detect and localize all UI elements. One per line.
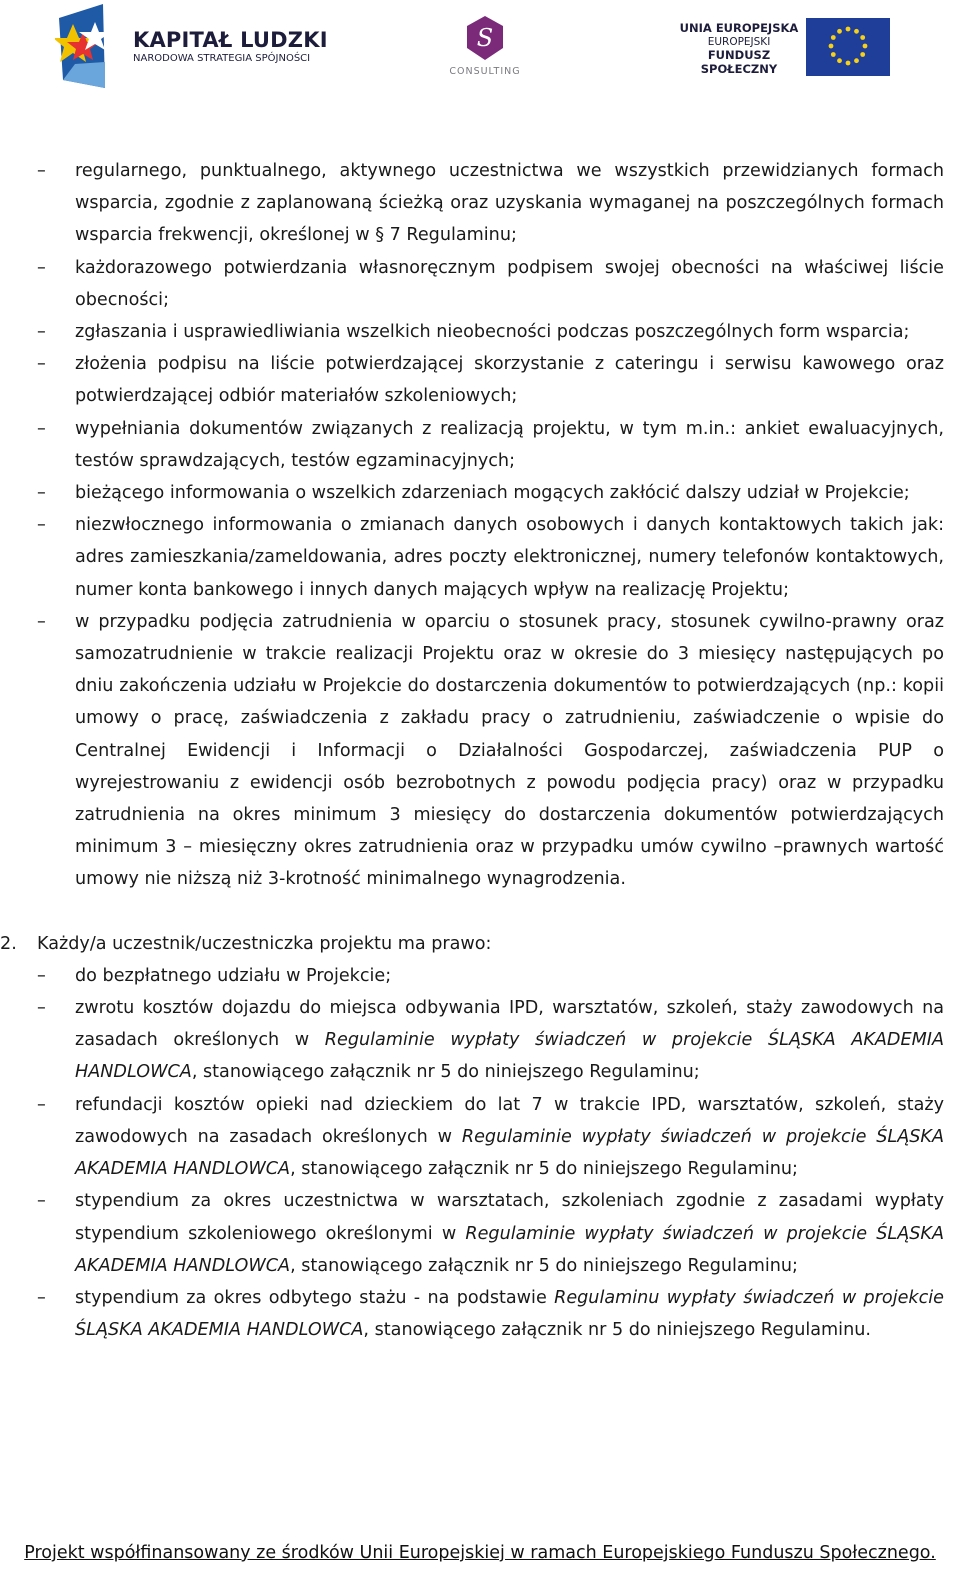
page-header <box>0 0 960 95</box>
right-text-end: , stanowiącego załącznik nr 5 do niniejszego Regulaminu; <box>290 1255 798 1276</box>
regulation-reference: Regulaminie wypłaty świadczeń w projekcie ŚLĄSKA AKADEMIA HANDLOWCA <box>75 1223 944 1276</box>
obligation-text: regularnego, punktualnego, aktywnego uczestnictwa we wszystkich przewidzianych formach wsparcia, zgodnie z zaplanowaną ścieżką oraz uzyskania wymaganej na poszczególnych formach wsparcia frekwencji, określonej w § 7 Regulaminu; <box>75 161 944 246</box>
eu-line-3: FUNDUSZ SPOŁECZNY <box>700 48 778 76</box>
obligation-item <box>0 509 960 606</box>
list-dash: – <box>37 1191 46 1212</box>
obligation-item <box>0 348 960 412</box>
obligation-item <box>0 316 960 348</box>
right-text: stypendium za okres uczestnictwa w warsztatach, szkoleniach zgodnie z zasadami wypłaty stypendium szkoleniowego określonymi w <box>75 1191 944 1244</box>
section-number: 2. <box>0 933 17 954</box>
list-dash: – <box>37 515 46 536</box>
document-body <box>0 155 960 1346</box>
kapital-ludzki-title: KAPITAŁ LUDZKI <box>133 28 328 52</box>
obligation-item <box>0 606 960 896</box>
obligation-text: złożenia podpisu na liście potwierdzającej skorzystanie z cateringu i serwisu kawowego oraz potwierdzającej odbiór materiałów szkoleniowych; <box>75 354 944 407</box>
page-footer: Projekt współfinansowany ze środków Unii Europejskiej w ramach Europejskiego Funduszu Społecznego. <box>24 1543 936 1563</box>
right-item <box>0 1185 960 1282</box>
consulting-emblem-letter: S <box>476 24 494 52</box>
obligation-item <box>0 252 960 316</box>
obligation-text: bieżącego informowania o wszelkich zdarzeniach mogących zakłócić dalszy udział w Projekcie; <box>75 483 910 504</box>
right-text: stypendium za okres odbytego stażu - na podstawie <box>75 1287 555 1308</box>
right-item <box>0 992 960 1089</box>
regulation-reference: Regulaminie wypłaty świadczeń w projekcie ŚLĄSKA AKADEMIA HANDLOWCA <box>75 1126 944 1180</box>
list-dash: – <box>37 483 46 504</box>
list-dash: – <box>37 965 46 986</box>
consulting-label: CONSULTING <box>449 66 521 77</box>
right-text-end: , stanowiącego załącznik nr 5 do niniejszego Regulaminu; <box>290 1159 798 1180</box>
consulting-emblem-icon <box>463 14 507 62</box>
list-dash: – <box>37 161 46 181</box>
regulation-reference: Regulaminie wypłaty świadczeń w projekcie ŚLĄSKA AKADEMIA HANDLOWCA <box>75 1030 944 1083</box>
right-item <box>0 1282 960 1346</box>
kapital-ludzki-emblem-icon <box>55 2 127 90</box>
section-heading-text: Każdy/a uczestnik/uczestniczka projektu ma prawo: <box>37 933 492 954</box>
regulation-reference: Regulaminu wypłaty świadczeń w projekcie ŚLĄSKA AKADEMIA HANDLOWCA <box>75 1287 944 1341</box>
section-2-heading <box>0 928 960 960</box>
right-text: refundacji kosztów opieki nad dzieckiem do lat 7 w trakcie IPD, warsztatów, szkoleń, staży zawodowych na zasadach określonych w <box>75 1094 944 1147</box>
consulting-logo <box>445 14 525 82</box>
eu-line-2: EUROPEJSKI <box>707 35 771 48</box>
eu-line-1: UNIA EUROPEJSKA <box>679 21 799 35</box>
kapital-ludzki-logo <box>55 2 355 90</box>
right-text: do bezpłatnego udziału w Projekcie; <box>75 965 392 986</box>
right-item <box>0 960 960 992</box>
eu-logo <box>678 18 890 78</box>
obligation-text: zgłaszania i usprawiedliwiania wszelkich nieobecności podczas poszczególnych form wsparcia; <box>75 322 910 343</box>
right-text: zwrotu kosztów dojazdu do miejsca odbywania IPD, warsztatów, szkoleń, staży zawodowych na zasadach określonych w <box>75 998 944 1051</box>
obligation-text: każdorazowego potwierdzania własnoręcznym podpisem swojej obecności na właściwej liście obecności; <box>75 257 944 310</box>
obligation-text: wypełniania dokumentów związanych z realizacją projektu, w tym m.in.: ankiet ewaluacyjnych, testów sprawdzających, testów egzaminacyjnych; <box>75 418 944 471</box>
right-text-end: , stanowiącego załącznik nr 5 do niniejszego Regulaminu; <box>191 1062 700 1083</box>
list-dash: – <box>37 611 46 632</box>
list-dash: – <box>37 1287 46 1308</box>
obligation-text: w przypadku podjęcia zatrudnienia w oparciu o stosunek pracy, stosunek cywilno-prawny oraz samozatrudnienie w trakcie realizacji Projektu oraz w okresie do 3 miesięcy następujących po dniu zakończenia udziału w Projekcie do dostarczenia dokumentów to potwierdzających (np.: kopii umowy o pracę, zaświadczenia z zakładu pracy o zatrudnieniu, zaświadczenie o wpisie do Centralnej Ewidencji i Informacji o Działalności Gospodarczej, zaświadczenia PUP o wyrejestrowaniu z ewidencji osób bezrobotnych z powodu podjęcia pracy) oraz w przypadku zatrudnienia na okres minimum 3 miesięcy do dostarczenia dokumentów potwierdzających minimum 3 – miesięczny okres zatrudnienia oraz w przypadku umów cywilno –prawnych wartość umowy nie niższą niż 3-krotność minimalnego wynagrodzenia. <box>75 611 944 890</box>
right-text-end: , stanowiącego załącznik nr 5 do niniejszego Regulaminu. <box>363 1320 871 1341</box>
list-dash: – <box>37 257 46 278</box>
eu-flag-icon <box>806 18 890 76</box>
obligation-text: niezwłocznego informowania o zmianach danych osobowych i danych kontaktowych takich jak: adres zamieszkania/zameldowania, adres poczty elektronicznej, numery telefonów kontaktowych, numer konta bankowego i innych danych mających wpływ na realizację Projektu; <box>75 515 944 600</box>
list-dash: – <box>37 1094 46 1115</box>
list-dash: – <box>37 354 46 375</box>
right-item <box>0 1089 960 1186</box>
obligation-item <box>0 413 960 477</box>
obligation-item <box>0 155 960 252</box>
kapital-ludzki-subtitle: NARODOWA STRATEGIA SPÓJNOŚCI <box>133 53 311 64</box>
list-dash: – <box>37 998 46 1019</box>
list-dash: – <box>37 322 46 343</box>
obligation-item <box>0 477 960 509</box>
list-dash: – <box>37 418 46 439</box>
